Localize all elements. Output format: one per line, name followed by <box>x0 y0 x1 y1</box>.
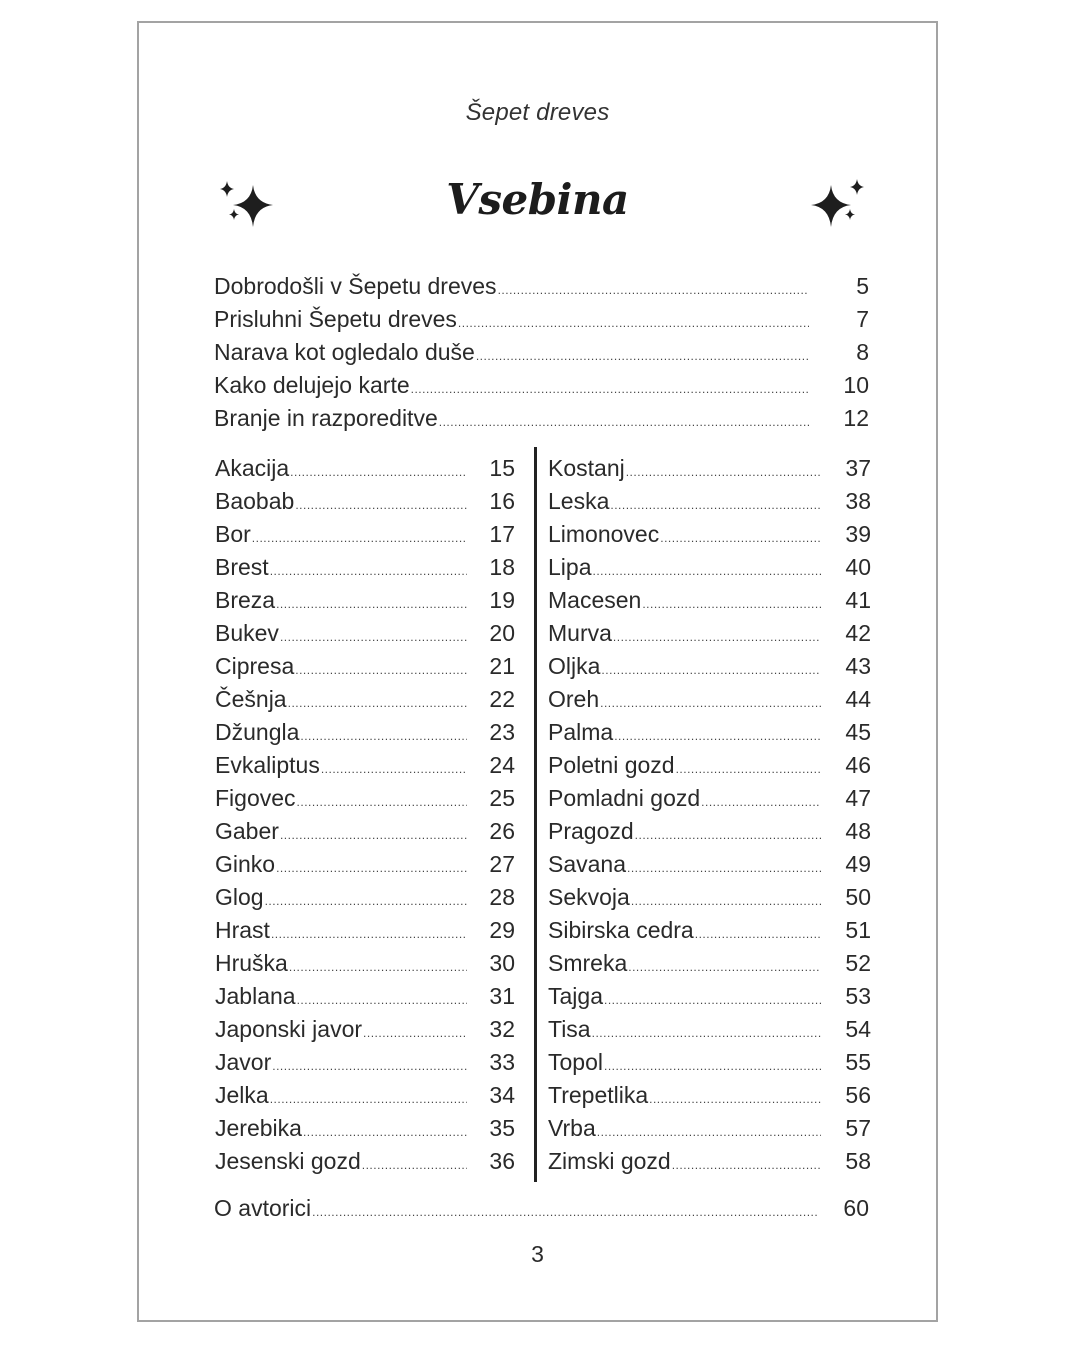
toc-entry-label: Jerebika <box>215 1115 302 1141</box>
dot-leader <box>458 308 809 338</box>
dot-leader <box>290 457 467 487</box>
dot-leader <box>265 886 467 916</box>
dot-leader <box>280 820 467 850</box>
toc-entry[interactable] <box>548 1047 871 1081</box>
toc-entry-page: 60 <box>843 1195 869 1221</box>
toc-entry-label: Murva <box>548 620 612 646</box>
dot-leader <box>288 688 467 718</box>
toc-entry-page: 49 <box>845 851 871 877</box>
dot-leader <box>272 1051 467 1081</box>
toc-entry-label: O avtorici <box>214 1195 312 1221</box>
toc-entry[interactable] <box>215 717 515 751</box>
dot-leader <box>276 853 467 883</box>
toc-entry[interactable] <box>548 783 871 817</box>
dot-leader <box>592 1018 821 1048</box>
toc-entry[interactable] <box>548 981 871 1015</box>
toc-entry-label: Kako delujejo karte <box>214 372 410 398</box>
dot-leader <box>303 1117 467 1147</box>
toc-entry-page: 10 <box>843 372 869 398</box>
toc-entry-label: Sekvoja <box>548 884 630 910</box>
toc-entry-page: 36 <box>489 1148 515 1174</box>
toc-entry[interactable] <box>215 948 515 982</box>
toc-entry[interactable] <box>548 948 871 982</box>
toc-entry[interactable] <box>548 1014 871 1048</box>
dot-leader <box>276 589 467 619</box>
toc-entry-label: Hruška <box>215 950 288 976</box>
page-number: 3 <box>531 1241 544 1267</box>
toc-entry-page: 32 <box>489 1016 515 1042</box>
toc-entry[interactable] <box>215 1080 515 1114</box>
book-page <box>137 21 938 1322</box>
toc-entry-label: Dobrodošli v Šepetu dreves <box>214 273 497 299</box>
toc-entry[interactable] <box>215 552 515 586</box>
toc-entry-label: Jablana <box>215 983 296 1009</box>
toc-entry-page: 7 <box>856 306 869 332</box>
toc-entry[interactable] <box>548 519 871 553</box>
toc-entry[interactable] <box>214 370 869 404</box>
toc-entry-label: Figovec <box>215 785 296 811</box>
column-divider <box>534 447 537 1182</box>
toc-entry[interactable] <box>215 882 515 916</box>
toc-entry-page: 12 <box>843 405 869 431</box>
toc-entry[interactable] <box>214 271 869 305</box>
toc-entry-page: 46 <box>845 752 871 778</box>
toc-entry[interactable] <box>215 1014 515 1048</box>
dot-leader <box>600 688 821 718</box>
dot-leader <box>701 787 821 817</box>
toc-entry-label: Trepetlika <box>548 1082 649 1108</box>
toc-entry-label: Zimski gozd <box>548 1148 671 1174</box>
toc-entry-label: Leska <box>548 488 610 514</box>
toc-entry-label: Tajga <box>548 983 603 1009</box>
toc-entry[interactable] <box>215 453 515 487</box>
toc-entry-label: Brest <box>215 554 269 580</box>
toc-entry-label: Baobab <box>215 488 295 514</box>
toc-entry-page: 22 <box>489 686 515 712</box>
dot-leader <box>592 556 821 586</box>
toc-entry[interactable] <box>214 403 869 437</box>
toc-entry[interactable] <box>215 618 515 652</box>
dot-leader <box>628 952 821 982</box>
toc-entry-page: 45 <box>845 719 871 745</box>
toc-entry-page: 38 <box>845 488 871 514</box>
toc-entry[interactable] <box>215 849 515 883</box>
toc-entry-page: 15 <box>489 455 515 481</box>
toc-entry-label: Narava kot ogledalo duše <box>214 339 475 365</box>
dot-leader <box>604 1051 821 1081</box>
toc-entry-page: 35 <box>489 1115 515 1141</box>
toc-entry-page: 53 <box>845 983 871 1009</box>
toc-entry-label: Breza <box>215 587 276 613</box>
toc-entry-page: 19 <box>489 587 515 613</box>
toc-entry[interactable] <box>548 915 871 949</box>
dot-leader <box>614 721 821 751</box>
toc-entry[interactable] <box>548 1080 871 1114</box>
toc-entry-label: Ginko <box>215 851 276 877</box>
toc-entry[interactable] <box>214 337 869 371</box>
toc-entry[interactable] <box>548 849 871 883</box>
toc-entry[interactable] <box>548 717 871 751</box>
toc-entry-label: Glog <box>215 884 264 910</box>
toc-entry[interactable] <box>548 1146 871 1180</box>
dot-leader <box>676 754 821 784</box>
toc-entry[interactable] <box>215 585 515 619</box>
toc-entry-label: Evkaliptus <box>215 752 320 778</box>
toc-entry-page: 28 <box>489 884 515 910</box>
toc-entry[interactable] <box>215 816 515 850</box>
toc-entry[interactable] <box>548 453 871 487</box>
toc-entry[interactable] <box>215 651 515 685</box>
dot-leader <box>613 622 821 652</box>
toc-entry-page: 56 <box>845 1082 871 1108</box>
toc-entry[interactable] <box>215 783 515 817</box>
toc-entry-page: 34 <box>489 1082 515 1108</box>
toc-entry-page: 21 <box>489 653 515 679</box>
toc-entry-page: 29 <box>489 917 515 943</box>
toc-entry[interactable] <box>548 651 871 685</box>
toc-entry[interactable] <box>548 1113 871 1147</box>
dot-leader <box>695 919 821 949</box>
dot-leader <box>280 622 467 652</box>
dot-leader <box>631 886 821 916</box>
dot-leader <box>439 407 809 437</box>
toc-entry-page: 47 <box>845 785 871 811</box>
dot-leader <box>672 1150 821 1180</box>
toc-entry-page: 44 <box>845 686 871 712</box>
toc-entry[interactable] <box>548 618 871 652</box>
dot-leader <box>604 985 821 1015</box>
toc-entry-page: 41 <box>845 587 871 613</box>
toc-entry-page: 17 <box>489 521 515 547</box>
toc-entry-page: 26 <box>489 818 515 844</box>
toc-entry-label: Akacija <box>215 455 290 481</box>
toc-entry[interactable] <box>215 750 515 784</box>
toc-entry[interactable] <box>548 486 871 520</box>
toc-entry-label: Poletni gozd <box>548 752 675 778</box>
dot-leader <box>312 1197 817 1227</box>
toc-entry-label: Kostanj <box>548 455 625 481</box>
toc-entry-page: 50 <box>845 884 871 910</box>
toc-entry-page: 55 <box>845 1049 871 1075</box>
toc-entry[interactable] <box>548 882 871 916</box>
dot-leader <box>362 1150 467 1180</box>
dot-leader <box>626 457 821 487</box>
toc-entry-page: 40 <box>845 554 871 580</box>
toc-entry-label: Prisluhni Šepetu dreves <box>214 306 457 332</box>
toc-entry-page: 52 <box>845 950 871 976</box>
toc-entry-page: 43 <box>845 653 871 679</box>
toc-entry-label: Cipresa <box>215 653 295 679</box>
toc-entry-label: Lipa <box>548 554 592 580</box>
dot-leader <box>363 1018 467 1048</box>
toc-entry-label: Oljka <box>548 653 601 679</box>
toc-entry-page: 8 <box>856 339 869 365</box>
toc-entry-label: Japonski javor <box>215 1016 363 1042</box>
dot-leader <box>297 985 467 1015</box>
toc-entry-label: Smreka <box>548 950 628 976</box>
toc-entry[interactable] <box>548 585 871 619</box>
dot-leader <box>321 754 467 784</box>
toc-entry[interactable] <box>215 1047 515 1081</box>
dot-leader <box>289 952 467 982</box>
dot-leader <box>642 589 821 619</box>
toc-entry[interactable] <box>215 1146 515 1180</box>
toc-entry-page: 27 <box>489 851 515 877</box>
toc-entry-page: 54 <box>845 1016 871 1042</box>
toc-entry-label: Javor <box>215 1049 272 1075</box>
toc-entry[interactable] <box>215 981 515 1015</box>
toc-entry-page: 48 <box>845 818 871 844</box>
toc-entry-page: 51 <box>845 917 871 943</box>
dot-leader <box>271 919 467 949</box>
dot-leader <box>270 1084 467 1114</box>
toc-entry-o-avtorici[interactable] <box>214 1193 869 1227</box>
toc-entry-label: Topol <box>548 1049 603 1075</box>
toc-entry[interactable] <box>548 816 871 850</box>
toc-entry-page: 25 <box>489 785 515 811</box>
page-title: Vsebina <box>446 175 629 224</box>
toc-entry[interactable] <box>548 684 871 718</box>
toc-entry-page: 33 <box>489 1049 515 1075</box>
dot-leader <box>635 820 821 850</box>
toc-entry-label: Sibirska cedra <box>548 917 694 943</box>
dot-leader <box>498 275 809 305</box>
toc-entry[interactable] <box>548 552 871 586</box>
toc-entry-label: Limonovec <box>548 521 660 547</box>
toc-entry-page: 58 <box>845 1148 871 1174</box>
toc-entry-page: 31 <box>489 983 515 1009</box>
toc-entry-page: 37 <box>845 455 871 481</box>
toc-entry-label: Tisa <box>548 1016 591 1042</box>
toc-entry-page: 24 <box>489 752 515 778</box>
toc-entry[interactable] <box>215 486 515 520</box>
toc-entry-label: Jesenski gozd <box>215 1148 361 1174</box>
toc-entry[interactable] <box>214 304 869 338</box>
toc-entry-label: Češnja <box>215 686 287 712</box>
toc-entry[interactable] <box>215 1113 515 1147</box>
toc-entry-page: 39 <box>845 521 871 547</box>
toc-entry-page: 5 <box>856 273 869 299</box>
toc-entry-label: Hrast <box>215 917 270 943</box>
sparkles-icon <box>809 177 879 237</box>
toc-entry-page: 20 <box>489 620 515 646</box>
dot-leader <box>297 787 467 817</box>
toc-entry-page: 23 <box>489 719 515 745</box>
toc-entry-label: Pragozd <box>548 818 634 844</box>
toc-entry-label: Bor <box>215 521 251 547</box>
dot-leader <box>649 1084 821 1114</box>
toc-entry-label: Palma <box>548 719 614 745</box>
dot-leader <box>597 1117 821 1147</box>
toc-entry[interactable] <box>215 684 515 718</box>
toc-entry-page: 18 <box>489 554 515 580</box>
toc-entry-label: Oreh <box>548 686 600 712</box>
toc-entry-label: Savana <box>548 851 627 877</box>
dot-leader <box>270 556 467 586</box>
toc-entry-page: 16 <box>489 488 515 514</box>
dot-leader <box>411 374 809 404</box>
dot-leader <box>252 523 467 553</box>
toc-entry[interactable] <box>215 915 515 949</box>
dot-leader <box>295 490 467 520</box>
toc-entry[interactable] <box>548 750 871 784</box>
dot-leader <box>295 655 467 685</box>
toc-entry-label: Macesen <box>548 587 642 613</box>
dot-leader <box>476 341 809 371</box>
running-header: Šepet dreves <box>465 99 610 126</box>
toc-entry-label: Pomladni gozd <box>548 785 701 811</box>
toc-entry-label: Bukev <box>215 620 279 646</box>
toc-entry-label: Branje in razporeditve <box>214 405 438 431</box>
toc-entry-page: 30 <box>489 950 515 976</box>
toc-entry-label: Gaber <box>215 818 279 844</box>
toc-entry-page: 57 <box>845 1115 871 1141</box>
toc-entry[interactable] <box>215 519 515 553</box>
dot-leader <box>610 490 821 520</box>
toc-entry-page: 42 <box>845 620 871 646</box>
toc-entry-label: Džungla <box>215 719 300 745</box>
dot-leader <box>660 523 821 553</box>
dot-leader <box>601 655 821 685</box>
dot-leader <box>300 721 467 751</box>
toc-entry-label: Jelka <box>215 1082 269 1108</box>
toc-entry-label: Vrba <box>548 1115 596 1141</box>
dot-leader <box>627 853 821 883</box>
